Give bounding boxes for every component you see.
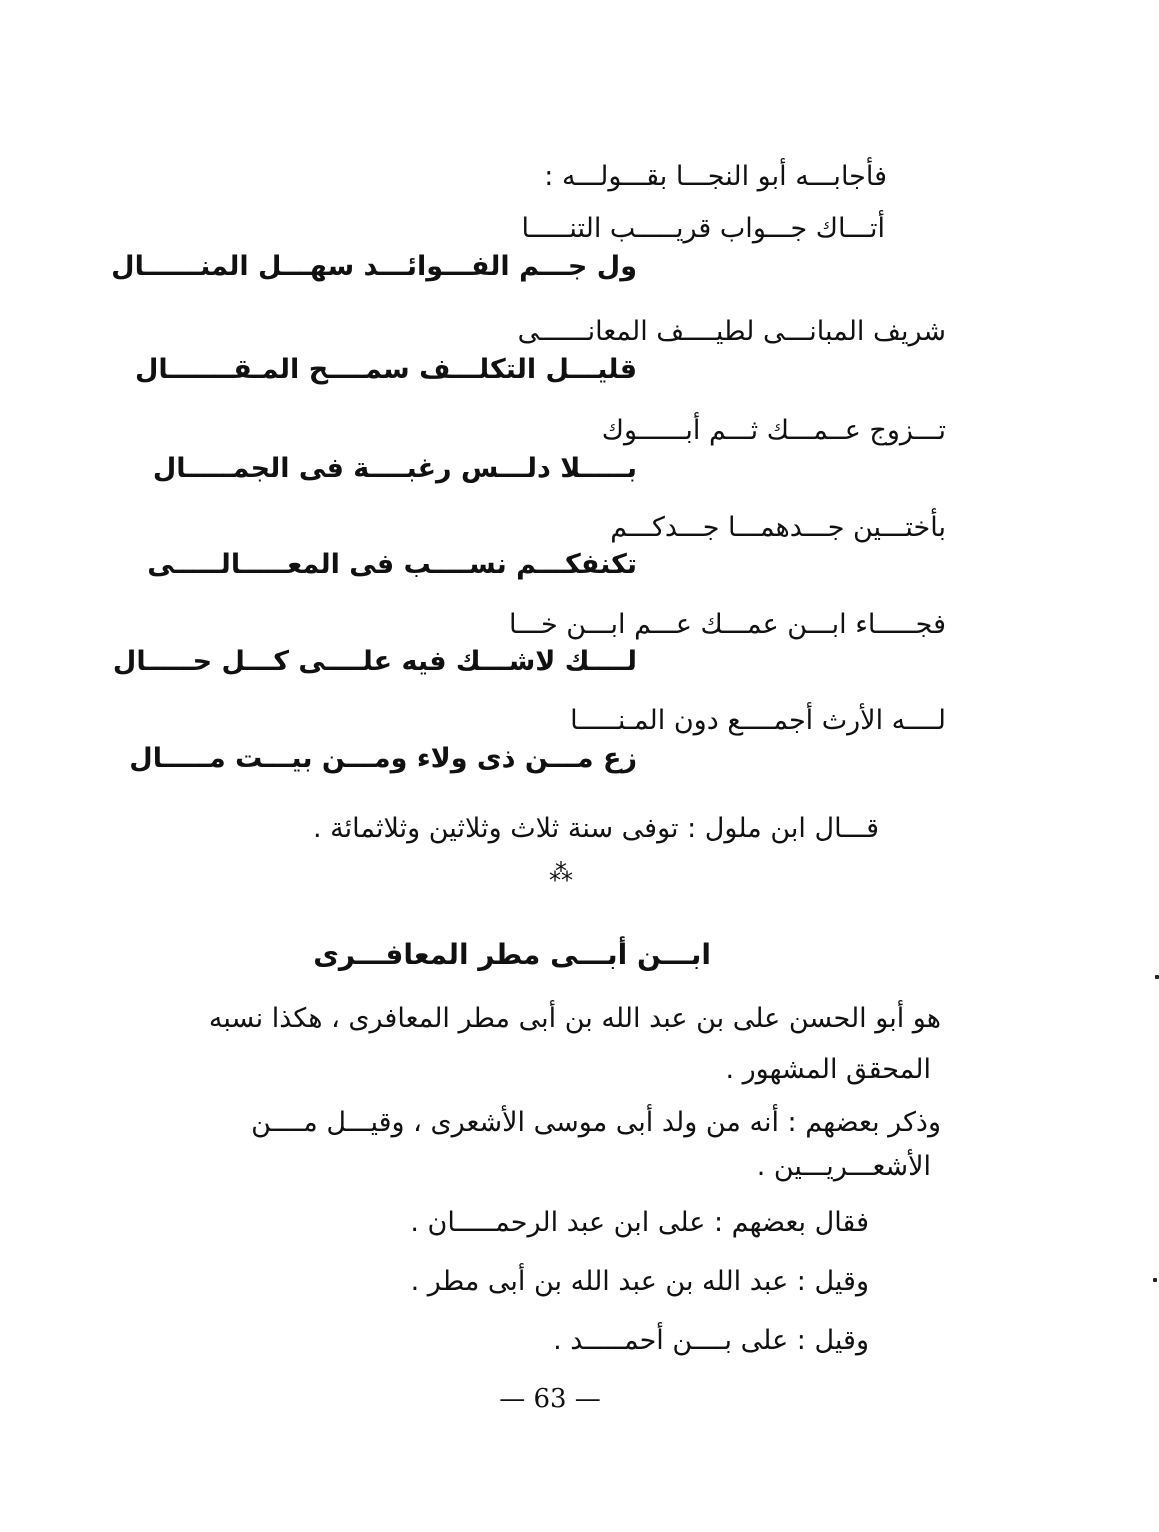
verse-2-second-hemistich: قليـــل التكلـــف سمــــح المـقـــــــال (134, 354, 637, 385)
verse-5-first-hemistich: فجـــــاء ابـــن عمـــك عـــم ابـــن خـــا (509, 609, 946, 640)
verse-3-first-hemistich: تـــزوج عــمـــك ثـــم أبــــــوك (601, 415, 946, 446)
verse-6-first-hemistich: لــــه الأرث أجمــــع دون المـنـــــا (570, 705, 946, 736)
verse-4-second-hemistich: تكنفكـــم نســــب فى المعـــــالـــــى (147, 549, 637, 580)
poem-intro: فأجابـــه أبو النجـــا بقـــولـــه : (544, 161, 887, 192)
page-number: — 63 — (499, 1384, 601, 1414)
verse-1-first-hemistich: أتـــاك جـــواب قريـــــب التنـــــا (521, 213, 885, 244)
variant-3: وقيل : على بــــن أحمـــــد . (553, 1325, 869, 1356)
verse-1-second-hemistich: ول جـــم الفـــوائـــد سهـــل المنــــــال (111, 251, 637, 282)
verse-4-first-hemistich: بأختـــين جـــدهمـــا جـــدكـــم (610, 512, 946, 543)
verse-5-second-hemistich: لــــك لاشـــك فيه علــــى كـــل حـــــال (112, 646, 637, 677)
section-title: ابـــن أبـــى مطر المعافـــرى (313, 938, 711, 971)
scan-mark (1155, 975, 1159, 979)
death-note: قـــال ابن ملول : توفى سنة ثلاث وثلاثين وثلاثمائة . (313, 813, 879, 844)
variant-1: فقال بعضهم : على ابن عبد الرحمـــــان . (410, 1207, 869, 1238)
paragraph-2-line-2: الأشعـــريـــين . (756, 1151, 931, 1182)
paragraph-2-line-1: وذكر بعضهم : أنه من ولد أبى موسى الأشعرى ، وقيـــل مــــن (251, 1107, 941, 1138)
verse-6-second-hemistich: زع مـــن ذى ولاء ومـــن بيـــت مـــــال (129, 743, 637, 774)
paragraph-1-line-2: المحقق المشهور . (725, 1054, 931, 1085)
verse-2-first-hemistich: شريف المبانـــى لطيــــف المعانــــــى (517, 316, 946, 347)
verse-3-second-hemistich: بـــــلا دلـــس رغبــــة فى الجمـــــال (152, 453, 637, 484)
paragraph-1-line-1: هو أبو الحسن على بن عبد الله بن أبى مطر المعافرى ، هكذا نسبه (208, 1003, 941, 1034)
scan-mark (1153, 1278, 1157, 1282)
variant-2: وقيل : عبد الله بن عبد الله بن أبى مطر . (410, 1266, 869, 1297)
section-separator: ⁂ (549, 859, 573, 887)
